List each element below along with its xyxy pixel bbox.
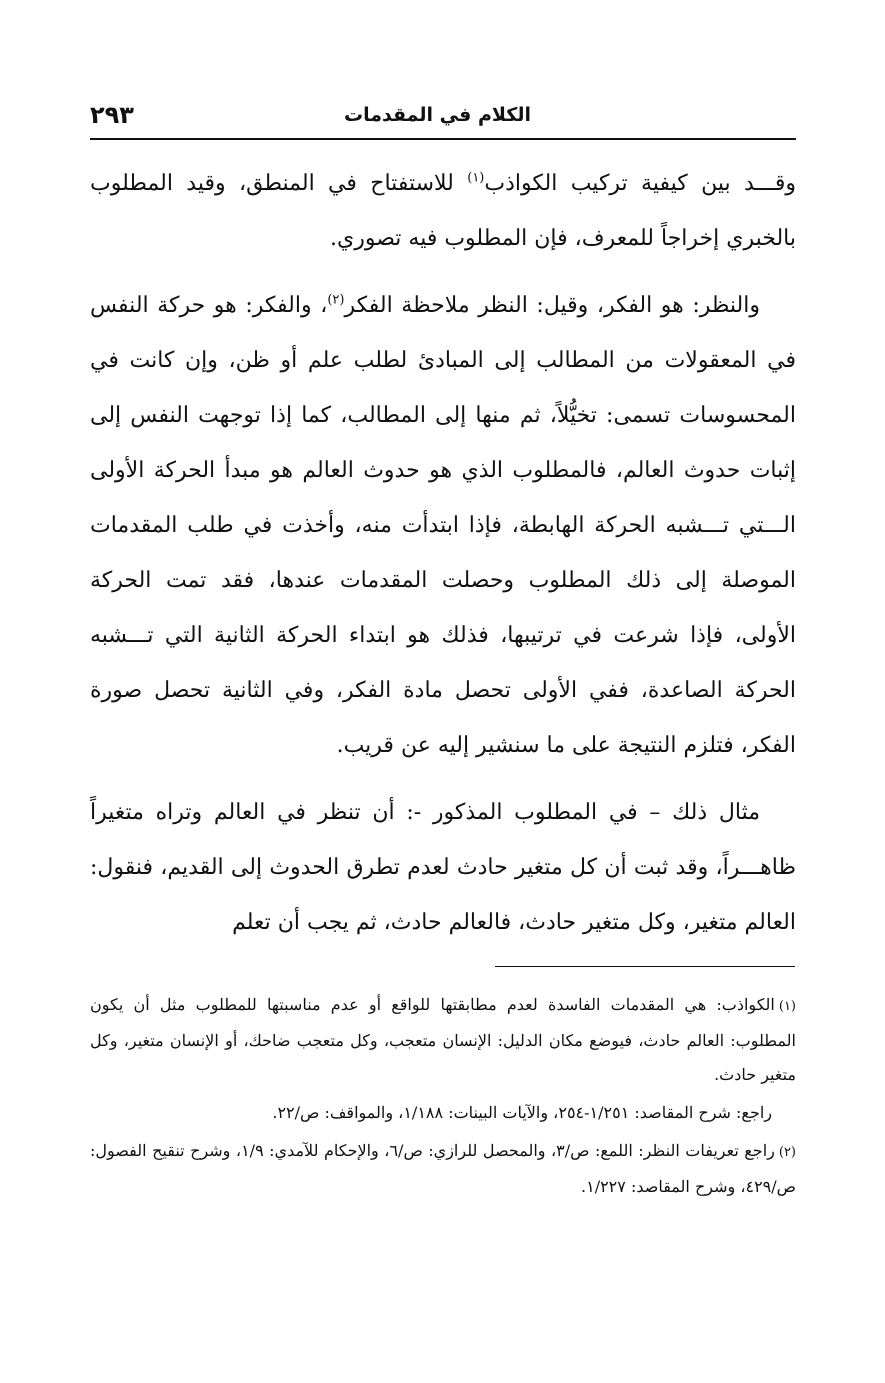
running-title: الكلام في المقدمات xyxy=(344,104,531,126)
footnote-1-reference xyxy=(90,1096,796,1130)
footnote-text: راجع تعريفات النظر: اللمع: ص/٣، والمحصل للرازي: ص/٦، والإحكام للآمدي: ١/٩، وشرح تنقيح الفصول: ص/٤٢٩، وشرح المقاصد: ١/٢٢٧. xyxy=(90,1141,796,1196)
page-header xyxy=(90,100,796,136)
paragraph-1 xyxy=(90,156,796,266)
main-text xyxy=(90,156,796,962)
paragraph-2 xyxy=(90,278,796,773)
paragraph-text: ، والفكر: هو حركة النفس في المعقولات من المطالب إلى المبادئ لطلب علم أو ظن، وإن كانت في المحسوسات تسمى: تخيُّلاً، ثم منها إلى المطالب، كما إذا توجهت النفس إلى إثبات حدوث العالم، فالمطلوب الذي هو حدوث العالم هو مبدأ الحركة الأولى الـــتي تـــشبه الحركة الهابطة، فإذا ابتدأت منه، وأخذت في طلب المقدمات الموصلة إلى ذلك المطلوب وحصلت المقدمات عندها، فقد تمت الحركة الأولى، فإذا شرعت في ترتيبها، فذلك هو ابتداء الحركة الثانية التي تـــشبه الحركة الصاعدة، ففي الأولى تحصل مادة الفكر، وفي الثانية تحصل صورة الفكر، فتلزم النتيجة على ما سنشير إليه عن قريب. xyxy=(90,293,796,758)
paragraph-text: مثال ذلك – في المطلوب المذكور -: أن تنظر في العالم وتراه متغيراً ظاهـــراً، وقد ثبت أن كل متغير حادث لعدم تطرق الحدوث إلى القديم، فنقول: العالم متغير، وكل متغير حادث، فالعالم حادث، ثم يجب أن تعلم xyxy=(90,800,796,935)
footnote-ref-1: (١) xyxy=(467,170,485,186)
footnote-1 xyxy=(90,988,796,1092)
footnote-2 xyxy=(90,1134,796,1204)
paragraph-text: وقـــد بين كيفية تركيب الكواذب xyxy=(484,171,796,196)
footnote-separator xyxy=(495,966,795,967)
footnote-text: الكواذب: هي المقدمات الفاسدة لعدم مطابقتها للواقع أو عدم مناسبتها للمطلوب مثل أن يكون المطلوب: العالم حادث، فيوضع مكان الدليل: الإنسان متعجب، وكل متعجب ضاحك، أو الإنسان متغير، وكل متغير حادث. xyxy=(90,995,796,1084)
footnotes xyxy=(90,988,796,1208)
paragraph-3 xyxy=(90,785,796,950)
header-rule xyxy=(90,138,796,140)
footnote-text: راجع: شرح المقاصد: ١/٢٥١-٢٥٤، والآيات البينات: ١/١٨٨، والمواقف: ص/٢٢. xyxy=(272,1103,772,1122)
footnote-number: (١) xyxy=(778,999,796,1014)
footnote-ref-2: (٢) xyxy=(327,292,345,308)
page-number: ٢٩٣ xyxy=(90,101,134,129)
paragraph-text: والنظر: هو الفكر، وقيل: النظر ملاحظة الفكر xyxy=(344,293,760,318)
footnote-number: (٢) xyxy=(778,1145,796,1160)
paragraph-text: للاستفتاح في المنطق، وقيد المطلوب بالخبري إخراجاً للمعرف، فإن المطلوب فيه تصوري. xyxy=(90,171,796,251)
